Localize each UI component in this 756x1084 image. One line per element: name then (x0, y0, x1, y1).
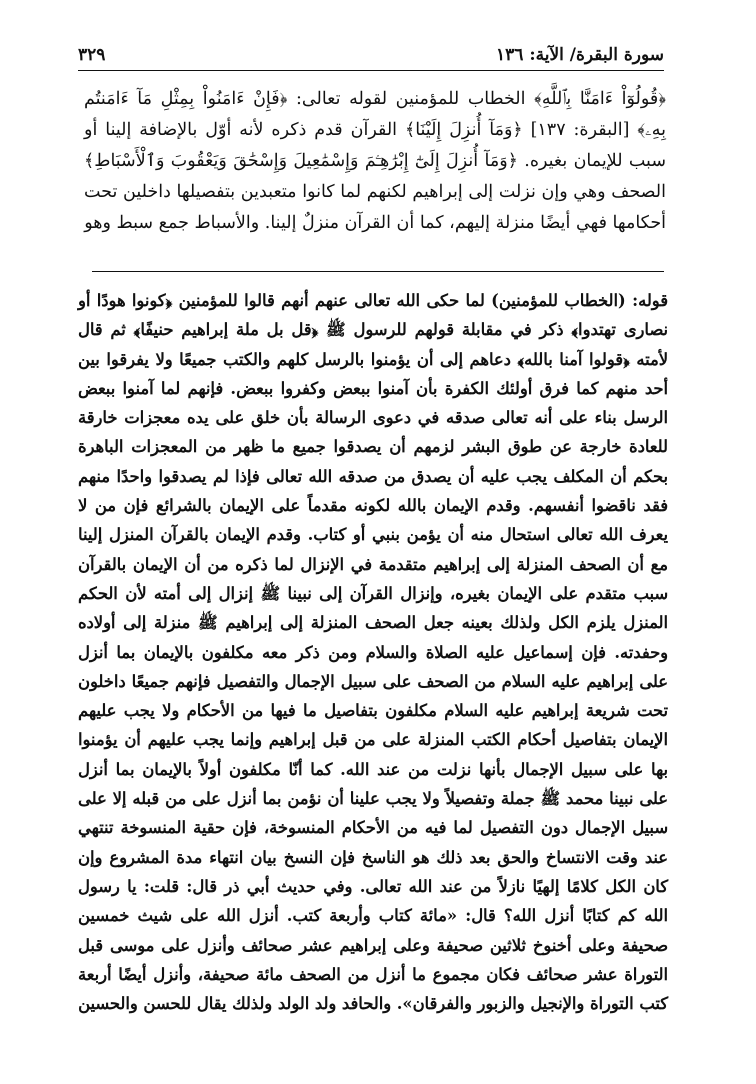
gloss-body: (الخطاب للمؤمنين) لما حكى الله تعالى عنهم أنهم قالوا للمؤمنين ﴿كونوا هودًا أو نصارى تهتدوا﴾ ذكر في مقابلة قولهم للرسول ﷺ ﴿قل بل ملة إبراهيم حنيفًا﴾ ثم قال لأمته ﴿قولوا آمنا بالله﴾ دعاهم إلى أن يؤمنوا بالرسل كلهم والكتب جميعًا ولا يفرقوا بين أحد منهم كما فرق أولئك الكفرة بأن آمنوا ببعض وكفروا ببعض. فإنهم لما آمنوا ببعض الرسل بناء على أنه تعالى صدقه في دعوى الرسالة بأن خلق على يده معجزات خارقة للعادة خارجة عن طوق البشر لزمهم أن يصدقوا جميع ما ظهر من المعجزات الباهرة بحكم أن المكلف يجب عليه أن يصدق من صدقه الله تعالى فإذا لم يصدقوا واحدًا منهم فقد ناقضوا أنفسهم. وقدم الإيمان بالله لكونه مقدماً على الإيمان بالشرائع فإن من لا يعرف الله تعالى استحال منه أن يؤمن بنبي أو كتاب. وقدم الإيمان بالقرآن المنزل إلينا مع أن الصحف المنزلة إلى إبراهيم متقدمة في الإنزال لما ذكره من أن الإيمان بالقرآن سبب متقدم على الإيمان بغيره، وإنزال القرآن إلى نبينا ﷺ إنزال إلى أمته لأن الحكم المنزل يلزم الكل ولذلك بعينه جعل الصحف المنزلة إلى إبراهيم ﷺ منزلة إلى أولاده وحفدته. فإن إسماعيل عليه الصلاة والسلام ومن ذكر معه مكلفون بالإيمان بما أنزل على إبراهيم عليه السلام من الصحف على سبيل الإجمال والتفصيل فإنهم جميعًا داخلون تحت شريعة إبراهيم عليه السلام مكلفون بتفاصيل ما فيها من الأحكام ولا يجب عليهم الإيمان بتفاصيل أحكام الكتب المنزلة على من قبل إبراهيم وإنما يجب عليهم أن يؤمنوا بها على سبيل الإجمال بأنها نزلت من عند الله. كما أنّا مكلفون أولاً بالإيمان بما أنزل على نبينا محمد ﷺ جملة وتفصيلاً ولا يجب علينا أن نؤمن بما أنزل على من قبله إلا على سبيل الإجمال دون التفصيل لما فيه من الأحكام المنسوخة، فإن حقية المنسوخة تنتهي عند وقت الانتساخ والحق بعد ذلك هو الناسخ فإن النسخ بيان انتهاء مدة المشروع وإن كان الكل كلامًا إلهيًا نازلاً من عند الله تعالى. وفي حديث أبي ذر قال: قلت: يا رسول الله كم كتابًا أنزل الله؟ قال: «مائة كتاب وأربعة كتب. أنزل الله على شيث خمسين صحيفة وعلى أخنوخ ثلاثين صحيفة وعلى إبراهيم عشر صحائف وأنزل على موسى قبل التوراة عشر صحائف فكان مجموع ما أنزل من الصحف مائة صحيفة، وأنزل أيضًا أربعة كتب التوراة والإنجيل والزبور والفرقان». والحافد ولد الولد ولذلك يقال للحسن والحسين (78, 291, 668, 1014)
gloss-text (78, 286, 668, 1018)
page-header (78, 40, 664, 71)
page-number: ٣٢٩ (78, 45, 106, 65)
gloss-paragraph (78, 286, 668, 1018)
commentary-text (84, 84, 666, 239)
commentary-paragraph: ﴿قُولُوٓاْ ءَامَنَّا بِٱللَّهِ﴾ الخطاب للمؤمنين لقوله تعالى: ﴿فَإِنْ ءَامَنُواْ بِمِثْلِ مَآ ءَامَنتُم بِهِۦ﴾ [البقرة: ١٣٧] ﴿وَمَآ أُنزِلَ إِلَيْنَا﴾ القرآن قدم ذكره لأنه أوّل بالإضافة إلينا أو سبب للإيمان بغيره. ﴿وَمَآ أُنزِلَ إِلَىٰٓ إِبْرَٰهِـۧمَ وَإِسْمَٰعِيلَ وَإِسْحَٰقَ وَيَعْقُوبَ وَٱلْأَسْبَاطِ﴾ الصحف وهي وإن نزلت إلى إبراهيم لكنهم لما كانوا متعبدين بتفصيلها داخلين تحت أحكامها فهي أيضًا منزلة إليهم، كما أن القرآن منزلٌ إلينا. والأسباط جمع سبط وهو (84, 89, 666, 233)
running-title: سورة البقرة/ الآية: ١٣٦ (496, 45, 664, 65)
section-divider (92, 271, 664, 272)
gloss-label: قوله: (632, 291, 669, 310)
